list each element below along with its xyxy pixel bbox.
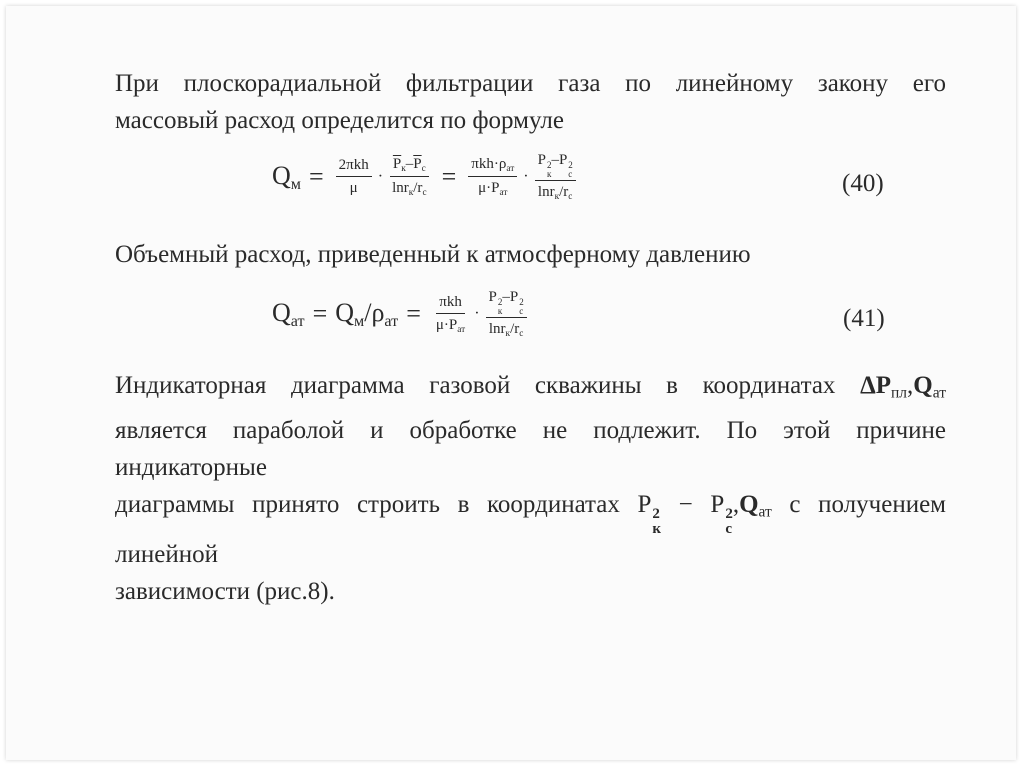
formula-40 [272, 152, 580, 202]
equation-number-41: (41) [843, 305, 885, 332]
formula-41-fraction-1: $\frac{\text{πkh}}{\mu\cdot P_{ат}}$ [435, 293, 466, 335]
formula-40-fraction-4: P 2 к –P 2 с $\ln r_к/r_с$ [535, 152, 576, 202]
formula-40-dot-1: · [377, 167, 384, 185]
formula-40-lhs: $Q_м$ [272, 160, 301, 193]
formula-41 [272, 289, 531, 339]
paragraph-indicator-line-1: Индикаторная диаграмма газовой скважины в координатах $\Delta P_{пл},Q_{ат}$ [115, 372, 947, 402]
formula-40-fraction-2: $\frac{\overline{P}_к-\overline{P}_с}{\ln r_к/r_с}$ [389, 156, 430, 198]
paragraph-indicator-line-2: является параболой и обработке не подлежит. По этой причине индикаторные [115, 416, 946, 481]
formula-40-dot-2: · [523, 167, 529, 185]
paragraph-intro-line-1: При плоскорадиальной фильтрации газа по линейному закону его [115, 70, 946, 97]
paragraph-indicator-line-3: диаграммы принято строить в координатах P 2 к − P 2 с $,Q_{ат}$ с получением линейной [115, 490, 946, 568]
formula-41-equals-1: = [312, 298, 328, 328]
formula-41-mid: $Q_м/\rho_{ат}$ [335, 297, 399, 330]
formula-41-lhs: $Q_{ат}$ [272, 297, 305, 330]
paragraph-intro-line-2: массовый расход определится по формуле [115, 107, 564, 134]
paragraph-indicator [115, 367, 946, 610]
formula-40-fraction-1: $\frac{\text{2πkh}}{\mu}$ [336, 157, 372, 197]
formula-41-fraction-2: P 2 к –P 2 с $\ln r_к/r_с$ [486, 289, 527, 339]
equation-number-40: (40) [842, 170, 884, 197]
formula-41-equals-2: = [406, 298, 421, 328]
formula-40-fraction-3: $\frac{\pi kh\cdot\rho_{ат}}{\mu\cdot P_{ат}}$ [468, 156, 517, 198]
formula-40-equals-1: = [308, 161, 324, 191]
paragraph-indicator-line-4: зависимости (рис.8). [115, 577, 335, 605]
paragraph-intro [115, 65, 946, 139]
paragraph-volumetric: Объемный расход, приведенный к атмосферному давлению [115, 241, 751, 268]
formula-40-equals-2: = [441, 161, 457, 191]
formula-41-dot: · [474, 304, 480, 322]
